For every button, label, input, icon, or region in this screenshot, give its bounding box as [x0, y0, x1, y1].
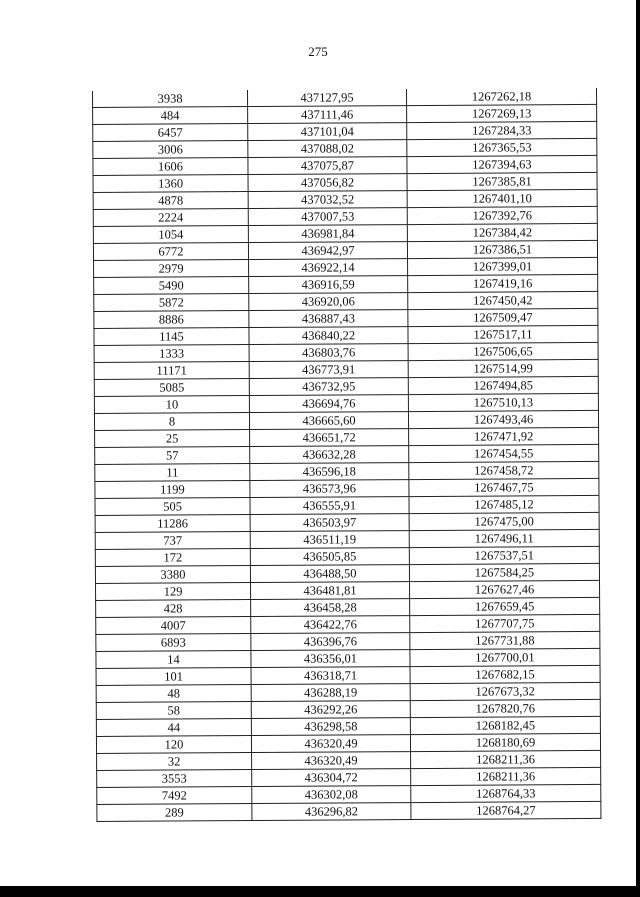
- point-number-cell: 6893: [96, 634, 251, 652]
- point-number-cell: 32: [97, 753, 252, 771]
- y-coordinate-cell: 1268180,69: [410, 733, 600, 751]
- point-number-cell: 48: [96, 685, 251, 703]
- y-coordinate-cell: 1267537,51: [409, 546, 599, 564]
- point-number-cell: 11171: [94, 362, 249, 380]
- x-coordinate-cell: 436573,96: [250, 480, 409, 498]
- y-coordinate-cell: 1267682,15: [410, 665, 600, 683]
- x-coordinate-cell: 436505,85: [250, 548, 409, 566]
- point-number-cell: 6772: [93, 243, 248, 261]
- point-number-cell: 1606: [93, 158, 248, 176]
- y-coordinate-cell: 1267394,63: [407, 155, 597, 173]
- x-coordinate-cell: 436458,28: [251, 599, 410, 617]
- point-number-cell: 5872: [94, 294, 249, 312]
- x-coordinate-cell: 436292,26: [251, 701, 410, 719]
- point-number-cell: 8: [94, 413, 249, 431]
- x-coordinate-cell: 436773,91: [249, 361, 408, 379]
- x-coordinate-cell: 436488,50: [250, 565, 409, 583]
- point-number-cell: 3938: [92, 90, 247, 107]
- point-number-cell: 5085: [94, 379, 249, 397]
- y-coordinate-cell: 1267820,76: [410, 699, 600, 717]
- x-coordinate-cell: 436803,76: [249, 344, 408, 362]
- x-coordinate-cell: 436320,49: [252, 752, 411, 770]
- y-coordinate-cell: 1267262,18: [406, 88, 596, 106]
- x-coordinate-cell: 436916,59: [249, 276, 408, 294]
- point-number-cell: 6457: [93, 124, 248, 142]
- point-number-cell: 428: [96, 600, 251, 618]
- x-coordinate-cell: 437111,46: [248, 106, 407, 124]
- point-number-cell: 3553: [97, 770, 252, 788]
- x-coordinate-cell: 436596,18: [250, 463, 409, 481]
- point-number-cell: 10: [94, 396, 249, 414]
- x-coordinate-cell: 436396,76: [251, 633, 410, 651]
- y-coordinate-cell: 1267514,99: [408, 359, 598, 377]
- x-coordinate-cell: 437101,04: [248, 123, 407, 141]
- x-coordinate-cell: 436481,81: [251, 582, 410, 600]
- x-coordinate-cell: 437127,95: [247, 89, 406, 106]
- y-coordinate-cell: 1267475,00: [409, 512, 599, 530]
- point-number-cell: 2224: [93, 209, 248, 227]
- x-coordinate-cell: 436318,71: [251, 667, 410, 685]
- point-number-cell: 25: [95, 430, 250, 448]
- point-number-cell: 4007: [96, 617, 251, 635]
- x-coordinate-cell: 436503,97: [250, 514, 409, 532]
- y-coordinate-cell: 1267510,13: [408, 393, 598, 411]
- x-coordinate-cell: 436422,76: [251, 616, 410, 634]
- point-number-cell: 11286: [95, 515, 250, 533]
- y-coordinate-cell: 1267659,45: [410, 597, 600, 615]
- x-coordinate-cell: 436981,84: [248, 225, 407, 243]
- y-coordinate-cell: 1267365,53: [407, 138, 597, 156]
- y-coordinate-cell: 1267493,46: [408, 410, 598, 428]
- y-coordinate-cell: 1267386,51: [407, 240, 597, 258]
- y-coordinate-cell: 1267509,47: [408, 308, 598, 326]
- x-coordinate-cell: 436694,76: [249, 395, 408, 413]
- point-number-cell: 3006: [93, 141, 248, 159]
- y-coordinate-cell: 1267517,11: [408, 325, 598, 343]
- x-coordinate-cell: 437032,52: [248, 191, 407, 209]
- point-number-cell: 120: [96, 736, 251, 754]
- point-number-cell: 8886: [94, 311, 249, 329]
- x-coordinate-cell: 436555,91: [250, 497, 409, 515]
- point-number-cell: 1054: [93, 226, 248, 244]
- y-coordinate-cell: 1267454,55: [409, 444, 599, 462]
- point-number-cell: 737: [95, 532, 250, 550]
- point-number-cell: 7492: [97, 787, 252, 805]
- y-coordinate-cell: 1267506,65: [408, 342, 598, 360]
- coordinates-table-body: [92, 88, 600, 822]
- point-number-cell: 4878: [93, 192, 248, 210]
- x-coordinate-cell: 436651,72: [250, 429, 409, 447]
- table-row: [97, 801, 601, 821]
- point-number-cell: 101: [96, 668, 251, 686]
- x-coordinate-cell: 436632,28: [250, 446, 409, 464]
- y-coordinate-cell: 1267584,25: [409, 563, 599, 581]
- y-coordinate-cell: 1268211,36: [411, 767, 601, 785]
- x-coordinate-cell: 436922,14: [249, 259, 408, 277]
- y-coordinate-cell: 1267419,16: [408, 274, 598, 292]
- x-coordinate-cell: 436298,58: [251, 718, 410, 736]
- point-number-cell: 1145: [94, 328, 249, 346]
- point-number-cell: 2979: [94, 260, 249, 278]
- point-number-cell: 1360: [93, 175, 248, 193]
- x-coordinate-cell: 436296,82: [252, 803, 411, 821]
- page-number: 275: [308, 44, 328, 59]
- x-coordinate-cell: 437007,53: [248, 208, 407, 226]
- y-coordinate-cell: 1267700,01: [410, 648, 600, 666]
- point-number-cell: 3380: [95, 566, 250, 584]
- point-number-cell: 57: [95, 447, 250, 465]
- y-coordinate-cell: 1268764,27: [411, 801, 601, 819]
- y-coordinate-cell: 1267707,75: [410, 614, 600, 632]
- x-coordinate-cell: 436665,60: [249, 412, 408, 430]
- x-coordinate-cell: 437056,82: [248, 174, 407, 192]
- x-coordinate-cell: 436840,22: [249, 327, 408, 345]
- point-number-cell: 505: [95, 498, 250, 516]
- x-coordinate-cell: 436356,01: [251, 650, 410, 668]
- point-number-cell: 289: [97, 804, 252, 822]
- y-coordinate-cell: 1267401,10: [407, 189, 597, 207]
- coordinates-table: [92, 88, 601, 822]
- y-coordinate-cell: 1267485,12: [409, 495, 599, 513]
- x-coordinate-cell: 436511,19: [250, 531, 409, 549]
- y-coordinate-cell: 1267673,32: [410, 682, 600, 700]
- y-coordinate-cell: 1267458,72: [409, 461, 599, 479]
- x-coordinate-cell: 436302,08: [252, 786, 411, 804]
- y-coordinate-cell: 1268211,36: [411, 750, 601, 768]
- y-coordinate-cell: 1267385,81: [407, 172, 597, 190]
- point-number-cell: 172: [95, 549, 250, 567]
- y-coordinate-cell: 1267627,46: [410, 580, 600, 598]
- y-coordinate-cell: 1267731,88: [410, 631, 600, 649]
- point-number-cell: 58: [96, 702, 251, 720]
- point-number-cell: 1333: [94, 345, 249, 363]
- x-coordinate-cell: 436887,43: [249, 310, 408, 328]
- x-coordinate-cell: 436942,97: [248, 242, 407, 260]
- x-coordinate-cell: 436288,19: [251, 684, 410, 702]
- point-number-cell: 14: [96, 651, 251, 669]
- y-coordinate-cell: 1267496,11: [409, 529, 599, 547]
- point-number-cell: 44: [96, 719, 251, 737]
- y-coordinate-cell: 1267392,76: [407, 206, 597, 224]
- y-coordinate-cell: 1267471,92: [409, 427, 599, 445]
- x-coordinate-cell: 436320,49: [251, 735, 410, 753]
- y-coordinate-cell: 1267494,85: [408, 376, 598, 394]
- x-coordinate-cell: 436732,95: [249, 378, 408, 396]
- y-coordinate-cell: 1267399,01: [408, 257, 598, 275]
- y-coordinate-cell: 1268182,45: [410, 716, 600, 734]
- y-coordinate-cell: 1267467,75: [409, 478, 599, 496]
- y-coordinate-cell: 1267269,13: [407, 104, 597, 122]
- point-number-cell: 11: [95, 464, 250, 482]
- x-coordinate-cell: 437075,87: [248, 157, 407, 175]
- y-coordinate-cell: 1267450,42: [408, 291, 598, 309]
- x-coordinate-cell: 436304,72: [252, 769, 411, 787]
- x-coordinate-cell: 436920,06: [249, 293, 408, 311]
- y-coordinate-cell: 1267284,33: [407, 121, 597, 139]
- point-number-cell: 129: [96, 583, 251, 601]
- y-coordinate-cell: 1267384,42: [407, 223, 597, 241]
- point-number-cell: 5490: [94, 277, 249, 295]
- y-coordinate-cell: 1268764,33: [411, 784, 601, 802]
- point-number-cell: 484: [93, 107, 248, 125]
- point-number-cell: 1199: [95, 481, 250, 499]
- x-coordinate-cell: 437088,02: [248, 140, 407, 158]
